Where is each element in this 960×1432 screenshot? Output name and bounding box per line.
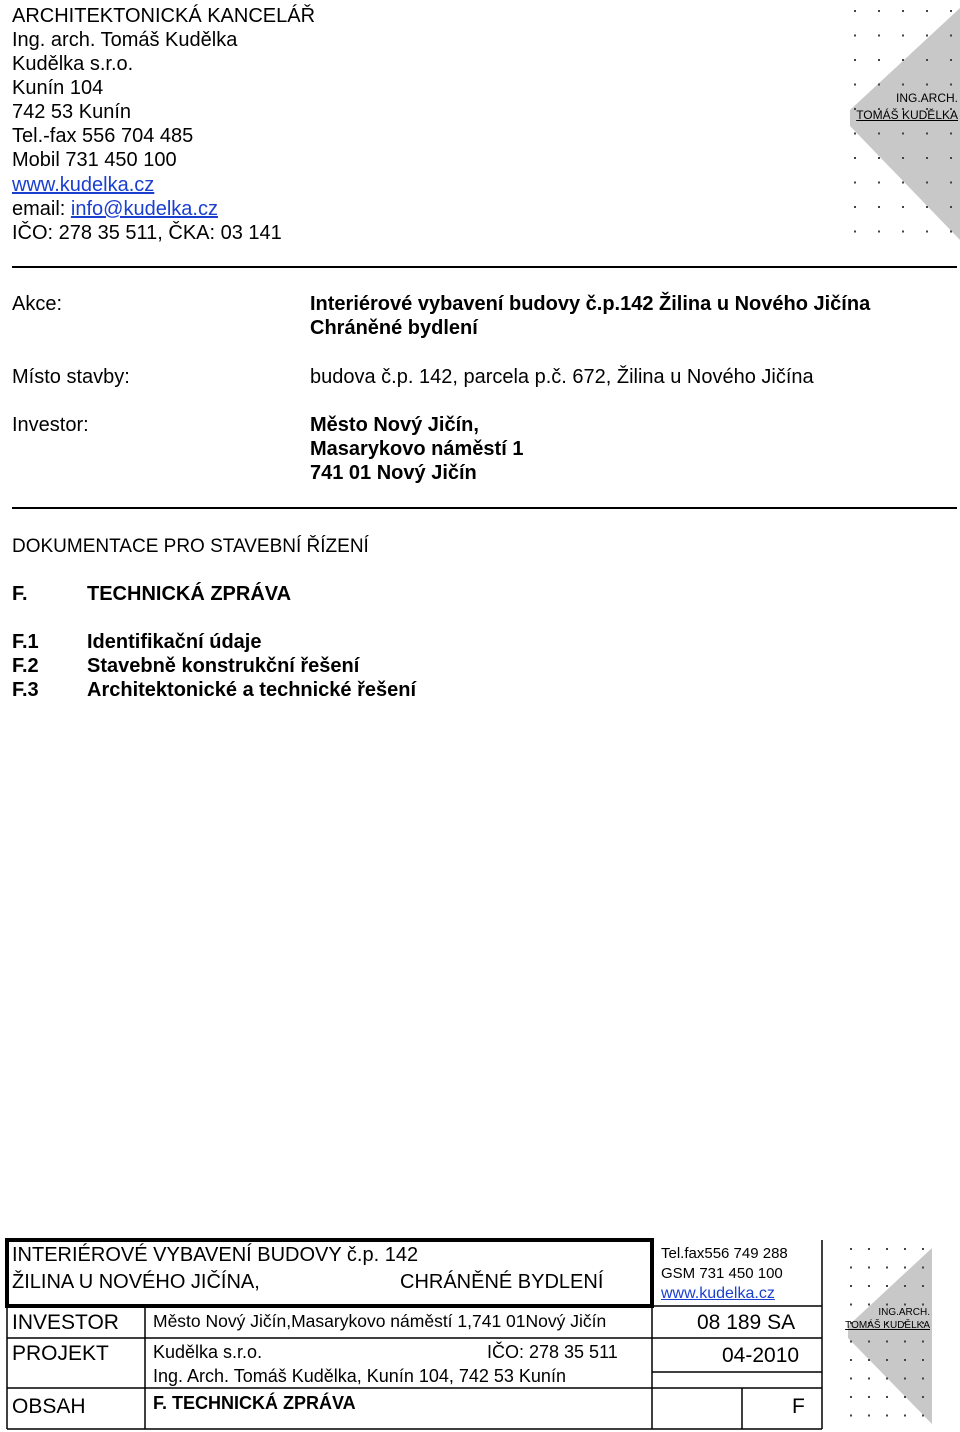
investor-line1: Město Nový Jičín, bbox=[310, 414, 479, 436]
logo-dot bbox=[950, 10, 952, 12]
logo-dot bbox=[902, 84, 904, 86]
logo-dot bbox=[854, 35, 856, 37]
logo-dot bbox=[922, 1415, 924, 1417]
logo-dot bbox=[886, 1359, 888, 1361]
company-ids: IČO: 278 35 511, ČKA: 03 141 bbox=[12, 222, 282, 244]
logo-dot bbox=[850, 1248, 852, 1250]
logo-dot bbox=[850, 1359, 852, 1361]
logo-dot bbox=[904, 1341, 906, 1343]
tb-logo-line1: ING.ARCH. bbox=[878, 1307, 930, 1318]
misto-label: Místo stavby: bbox=[12, 366, 130, 388]
akce-label: Akce: bbox=[12, 293, 63, 315]
tb-projekt-label: PROJEKT bbox=[12, 1342, 109, 1365]
logo-dot bbox=[854, 157, 856, 159]
logo-line1: ING.ARCH. bbox=[895, 91, 958, 105]
tb-project-line2b: CHRÁNĚNÉ BYDLENÍ bbox=[400, 1271, 604, 1293]
city-address: 742 53 Kunín bbox=[12, 101, 131, 123]
logo-dot bbox=[922, 1285, 924, 1287]
section-code: F. bbox=[12, 583, 28, 605]
tb-logo-line2: TOMÁŠ KUDĚLKA bbox=[845, 1320, 930, 1331]
logo-dot bbox=[950, 157, 952, 159]
logo-dot bbox=[926, 182, 928, 184]
office-title: ARCHITEKTONICKÁ KANCELÁŘ bbox=[12, 5, 316, 27]
investor-line3: 741 01 Nový Jičín bbox=[310, 462, 477, 484]
tb-job-number: 08 189 SA bbox=[697, 1311, 796, 1334]
item-title: Architektonické a technické řešení bbox=[87, 679, 417, 701]
logo-dot bbox=[868, 1285, 870, 1287]
akce-line2: Chráněné bydlení bbox=[310, 317, 478, 339]
logo-dot bbox=[854, 133, 856, 135]
tb-logo-text bbox=[845, 1306, 930, 1332]
logo-dot bbox=[850, 1415, 852, 1417]
logo-dot bbox=[850, 1396, 852, 1398]
logo-dot bbox=[902, 182, 904, 184]
item-code: F.2 bbox=[12, 655, 39, 677]
logo-dot bbox=[854, 59, 856, 61]
logo-dot bbox=[926, 157, 928, 159]
item-code: F.3 bbox=[12, 679, 39, 701]
logo-dot bbox=[854, 84, 856, 86]
tb-projekt-ico: IČO: 278 35 511 bbox=[487, 1342, 618, 1362]
logo-dot bbox=[926, 231, 928, 233]
documentation-title: DOKUMENTACE PRO STAVEBNÍ ŘÍZENÍ bbox=[12, 536, 369, 557]
logo-dot bbox=[904, 1267, 906, 1269]
investor-line2: Masarykovo náměstí 1 bbox=[310, 438, 524, 460]
logo-dot bbox=[878, 59, 880, 61]
logo-dot bbox=[854, 10, 856, 12]
logo-dot bbox=[950, 182, 952, 184]
tb-investor-value: Město Nový Jičín,Masarykovo náměstí 1,741 01Nový Jičín bbox=[153, 1311, 607, 1331]
tb-contact-tel: Tel.fax556 749 288 bbox=[661, 1245, 788, 1262]
web-link[interactable]: www.kudelka.cz bbox=[12, 174, 155, 196]
company-name: Kudělka s.r.o. bbox=[12, 53, 134, 75]
logo-dot bbox=[902, 59, 904, 61]
logo-dot bbox=[902, 35, 904, 37]
tb-obsah-value: F. TECHNICKÁ ZPRÁVA bbox=[153, 1393, 356, 1413]
logo-dot bbox=[950, 231, 952, 233]
logo-dot bbox=[868, 1415, 870, 1417]
logo-dot bbox=[878, 206, 880, 208]
logo-dot bbox=[904, 1415, 906, 1417]
tb-project-line1: INTERIÉROVÉ VYBAVENÍ BUDOVY č.p. 142 bbox=[12, 1244, 419, 1266]
item-code: F.1 bbox=[12, 631, 39, 653]
tb-obsah-label: OBSAH bbox=[12, 1395, 86, 1418]
logo-dot bbox=[868, 1396, 870, 1398]
logo-dot bbox=[902, 206, 904, 208]
logo-dot bbox=[878, 231, 880, 233]
tb-contact-gsm: GSM 731 450 100 bbox=[661, 1265, 783, 1282]
tb-investor-label: INVESTOR bbox=[12, 1311, 119, 1334]
logo-dot bbox=[886, 1378, 888, 1380]
logo-dot bbox=[878, 133, 880, 135]
akce-line1: Interiérové vybavení budovy č.p.142 Žilina u Nového Jičína bbox=[310, 293, 871, 315]
logo-dot bbox=[922, 1267, 924, 1269]
logo-dot bbox=[926, 35, 928, 37]
email-line bbox=[12, 197, 218, 221]
logo-dot bbox=[878, 182, 880, 184]
logo-dot bbox=[904, 1285, 906, 1287]
logo-dot bbox=[950, 133, 952, 135]
logo-dot bbox=[854, 206, 856, 208]
logo-dot bbox=[904, 1248, 906, 1250]
logo-dot bbox=[868, 1359, 870, 1361]
logo-dot bbox=[950, 206, 952, 208]
title-block bbox=[0, 1236, 960, 1432]
logo-dot bbox=[950, 84, 952, 86]
logo-dot bbox=[854, 182, 856, 184]
top-divider bbox=[12, 266, 957, 268]
logo-dot bbox=[922, 1248, 924, 1250]
tb-sheet: F bbox=[792, 1395, 805, 1418]
mobile: Mobil 731 450 100 bbox=[12, 149, 177, 171]
logo-dot bbox=[886, 1396, 888, 1398]
logo-dot bbox=[868, 1248, 870, 1250]
logo-dot bbox=[904, 1378, 906, 1380]
logo-dot bbox=[922, 1396, 924, 1398]
logo-dot bbox=[902, 231, 904, 233]
logo-dot bbox=[922, 1341, 924, 1343]
logo-dot bbox=[878, 35, 880, 37]
logo-dot bbox=[868, 1378, 870, 1380]
email-link[interactable]: info@kudelka.cz bbox=[70, 198, 218, 220]
logo-dot bbox=[878, 10, 880, 12]
tb-date: 04-2010 bbox=[722, 1344, 800, 1367]
logo-text bbox=[856, 90, 958, 124]
section-title: TECHNICKÁ ZPRÁVA bbox=[87, 583, 292, 605]
logo-dot bbox=[902, 133, 904, 135]
logo-dot bbox=[922, 1378, 924, 1380]
logo-dot bbox=[868, 1341, 870, 1343]
logo-dot bbox=[850, 1378, 852, 1380]
logo-dot bbox=[886, 1267, 888, 1269]
logo-dot bbox=[878, 157, 880, 159]
tb-projekt-person: Ing. Arch. Tomáš Kudělka, Kunín 104, 742 53 Kunín bbox=[153, 1366, 566, 1386]
telfax: Tel.-fax 556 704 485 bbox=[12, 125, 194, 147]
logo-dot bbox=[886, 1341, 888, 1343]
item-title: Stavebně konstrukční řešení bbox=[87, 655, 360, 677]
logo-dot bbox=[886, 1285, 888, 1287]
tb-contact-web[interactable]: www.kudelka.cz bbox=[661, 1285, 775, 1302]
logo-dot bbox=[850, 1341, 852, 1343]
misto-value: budova č.p. 142, parcela p.č. 672, Žilina u Nového Jičína bbox=[310, 366, 814, 388]
logo-dot bbox=[922, 1359, 924, 1361]
architect-logo bbox=[838, 0, 960, 245]
logo-dot bbox=[950, 59, 952, 61]
logo-dot bbox=[926, 206, 928, 208]
item-title: Identifikační údaje bbox=[87, 631, 262, 653]
logo-dot bbox=[854, 231, 856, 233]
tb-projekt-company: Kudělka s.r.o. bbox=[153, 1342, 263, 1362]
logo-dot bbox=[904, 1359, 906, 1361]
logo-dot bbox=[878, 84, 880, 86]
logo-line2: TOMÁŠ KUDĚLKA bbox=[856, 108, 958, 122]
logo-dot bbox=[926, 133, 928, 135]
investor-label: Investor: bbox=[12, 414, 89, 436]
logo-dot bbox=[926, 10, 928, 12]
architect-name: Ing. arch. Tomáš Kudělka bbox=[12, 29, 238, 51]
street-address: Kunín 104 bbox=[12, 77, 104, 99]
logo-dot bbox=[902, 10, 904, 12]
logo-dot bbox=[886, 1248, 888, 1250]
email-label: email: bbox=[12, 198, 71, 220]
logo-dot bbox=[886, 1415, 888, 1417]
middle-divider bbox=[12, 507, 957, 509]
tb-logo bbox=[840, 1242, 932, 1428]
tb-logo-graphic bbox=[840, 1242, 932, 1428]
logo-dot bbox=[904, 1396, 906, 1398]
logo-dot bbox=[926, 84, 928, 86]
logo-dot bbox=[850, 1267, 852, 1269]
logo-dot bbox=[902, 157, 904, 159]
logo-dot bbox=[868, 1267, 870, 1269]
logo-dot bbox=[926, 59, 928, 61]
logo-dot bbox=[850, 1285, 852, 1287]
logo-dot bbox=[950, 35, 952, 37]
tb-project-line2a: ŽILINA U NOVÉHO JIČÍNA, bbox=[12, 1271, 260, 1293]
